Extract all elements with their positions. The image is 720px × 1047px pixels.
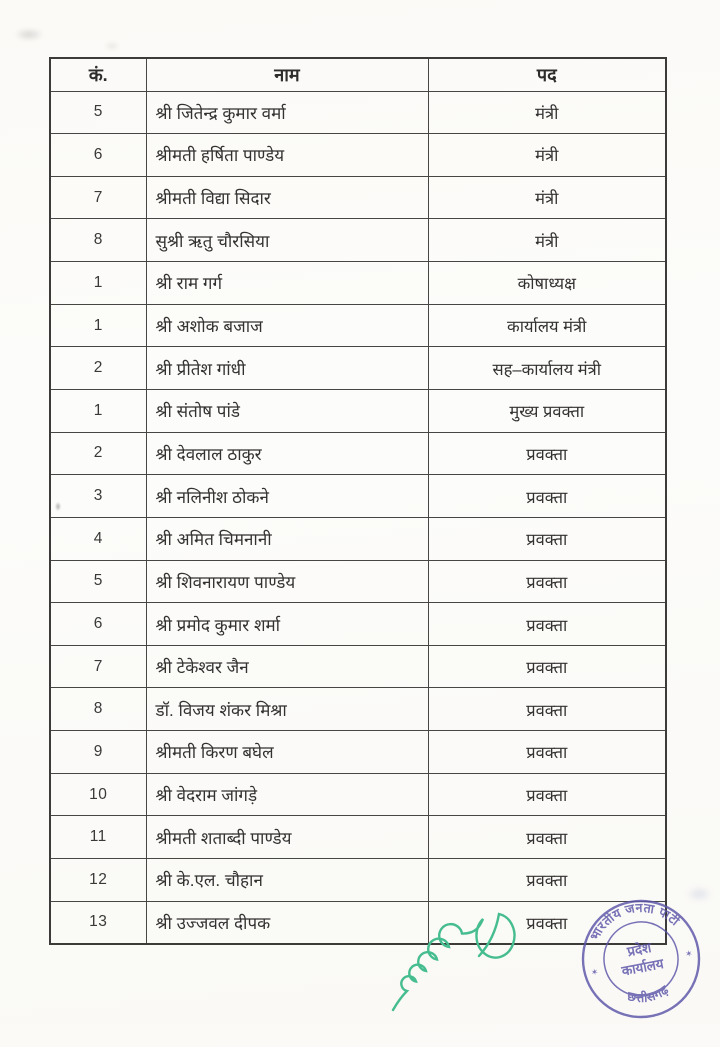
cell-post: सह–कार्यालय मंत्री [428,347,666,390]
cell-post: कोषाध्यक्ष [428,262,666,305]
cell-name: श्रीमती शताब्दी पाण्डेय [146,816,428,859]
cell-post: मंत्री [428,176,666,219]
stamp-star-left-icon: ✶ [589,966,600,978]
table-row [50,603,666,646]
cell-serial: 1 [50,389,146,432]
cell-post: प्रवक्ता [428,517,666,560]
cell-serial: 6 [50,603,146,646]
table-row [50,91,666,134]
cell-serial: 1 [50,262,146,305]
cell-serial: 7 [50,645,146,688]
table-row [50,688,666,731]
table-row [50,731,666,774]
cell-name: सुश्री ऋतु चौरसिया [146,219,428,262]
header-post: पद [428,58,666,91]
table-row [50,859,666,902]
cell-name: श्रीमती हर्षिता पाण्डेय [146,134,428,177]
cell-post: प्रवक्ता [428,560,666,603]
cell-name: श्री संतोष पांडे [146,389,428,432]
cell-serial: 5 [50,91,146,134]
table-header-row [50,58,666,91]
table-row [50,816,666,859]
stamp-star-right-icon: ✶ [684,948,694,960]
cell-serial: 10 [50,773,146,816]
table-row [50,517,666,560]
cell-post: प्रवक्ता [428,773,666,816]
cell-name: श्रीमती विद्या सिदार [146,176,428,219]
cell-post: कार्यालय मंत्री [428,304,666,347]
cell-post: प्रवक्ता [428,603,666,646]
table-body [50,91,666,944]
cell-serial: 4 [50,517,146,560]
table-row [50,219,666,262]
table-row [50,389,666,432]
cell-post: प्रवक्ता [428,859,666,902]
scan-smudge [104,42,120,50]
cell-serial: 13 [50,901,146,944]
stamp-arc-top-text: भारतीय जनता पार्टी [587,900,683,943]
cell-post: मंत्री [428,134,666,177]
cell-serial: 1 [50,304,146,347]
cell-post: प्रवक्ता [428,816,666,859]
cell-name: श्री अमित चिमनानी [146,517,428,560]
table-row [50,347,666,390]
header-serial: कं. [50,58,146,91]
cell-name: श्री नलिनीश ठोकने [146,475,428,518]
table-row [50,134,666,177]
table-row [50,475,666,518]
cell-serial: 5 [50,560,146,603]
cell-name: श्री देवलाल ठाकुर [146,432,428,475]
stamp-line1: प्रदेश [625,940,653,960]
cell-name: श्री अशोक बजाज [146,304,428,347]
cell-name: श्री टेकेश्वर जैन [146,645,428,688]
table-row [50,560,666,603]
stamp-line2: कार्यालय [620,955,665,979]
table-row [50,645,666,688]
cell-serial: 12 [50,859,146,902]
cell-serial: 8 [50,219,146,262]
table-row [50,304,666,347]
members-table [49,57,667,945]
scan-smudge [14,28,44,41]
cell-serial: 8 [50,688,146,731]
table-row [50,262,666,305]
cell-name: श्री जितेन्द्र कुमार वर्मा [146,91,428,134]
cell-name: श्री उज्जवल दीपक [146,901,428,944]
cell-serial: 6 [50,134,146,177]
cell-post: मंत्री [428,219,666,262]
cell-post: मंत्री [428,91,666,134]
cell-post: प्रवक्ता [428,688,666,731]
cell-serial: 7 [50,176,146,219]
cell-post: प्रवक्ता [428,432,666,475]
cell-post: प्रवक्ता [428,731,666,774]
header-name: नाम [146,58,428,91]
cell-name: श्री प्रमोद कुमार शर्मा [146,603,428,646]
cell-post: प्रवक्ता [428,475,666,518]
table-row [50,773,666,816]
cell-post: मुख्य प्रवक्ता [428,389,666,432]
cell-serial: 2 [50,347,146,390]
cell-serial: 3 [50,475,146,518]
cell-name: श्री वेदराम जांगड़े [146,773,428,816]
cell-serial: 2 [50,432,146,475]
scan-smudge [686,886,712,902]
cell-name: श्रीमती किरण बघेल [146,731,428,774]
cell-serial: 9 [50,731,146,774]
cell-name: श्री प्रीतेश गांधी [146,347,428,390]
table-row [50,432,666,475]
cell-name: श्री शिवनारायण पाण्डेय [146,560,428,603]
table-row [50,176,666,219]
cell-name: श्री के.एल. चौहान [146,859,428,902]
cell-name: डॉ. विजय शंकर मिश्रा [146,688,428,731]
cell-post: प्रवक्ता [428,901,666,944]
table-row [50,901,666,944]
stamp-arc-bottom-text: छत्तीसगढ़ [625,982,672,1006]
cell-post: प्रवक्ता [428,645,666,688]
cell-name: श्री राम गर्ग [146,262,428,305]
cell-serial: 11 [50,816,146,859]
